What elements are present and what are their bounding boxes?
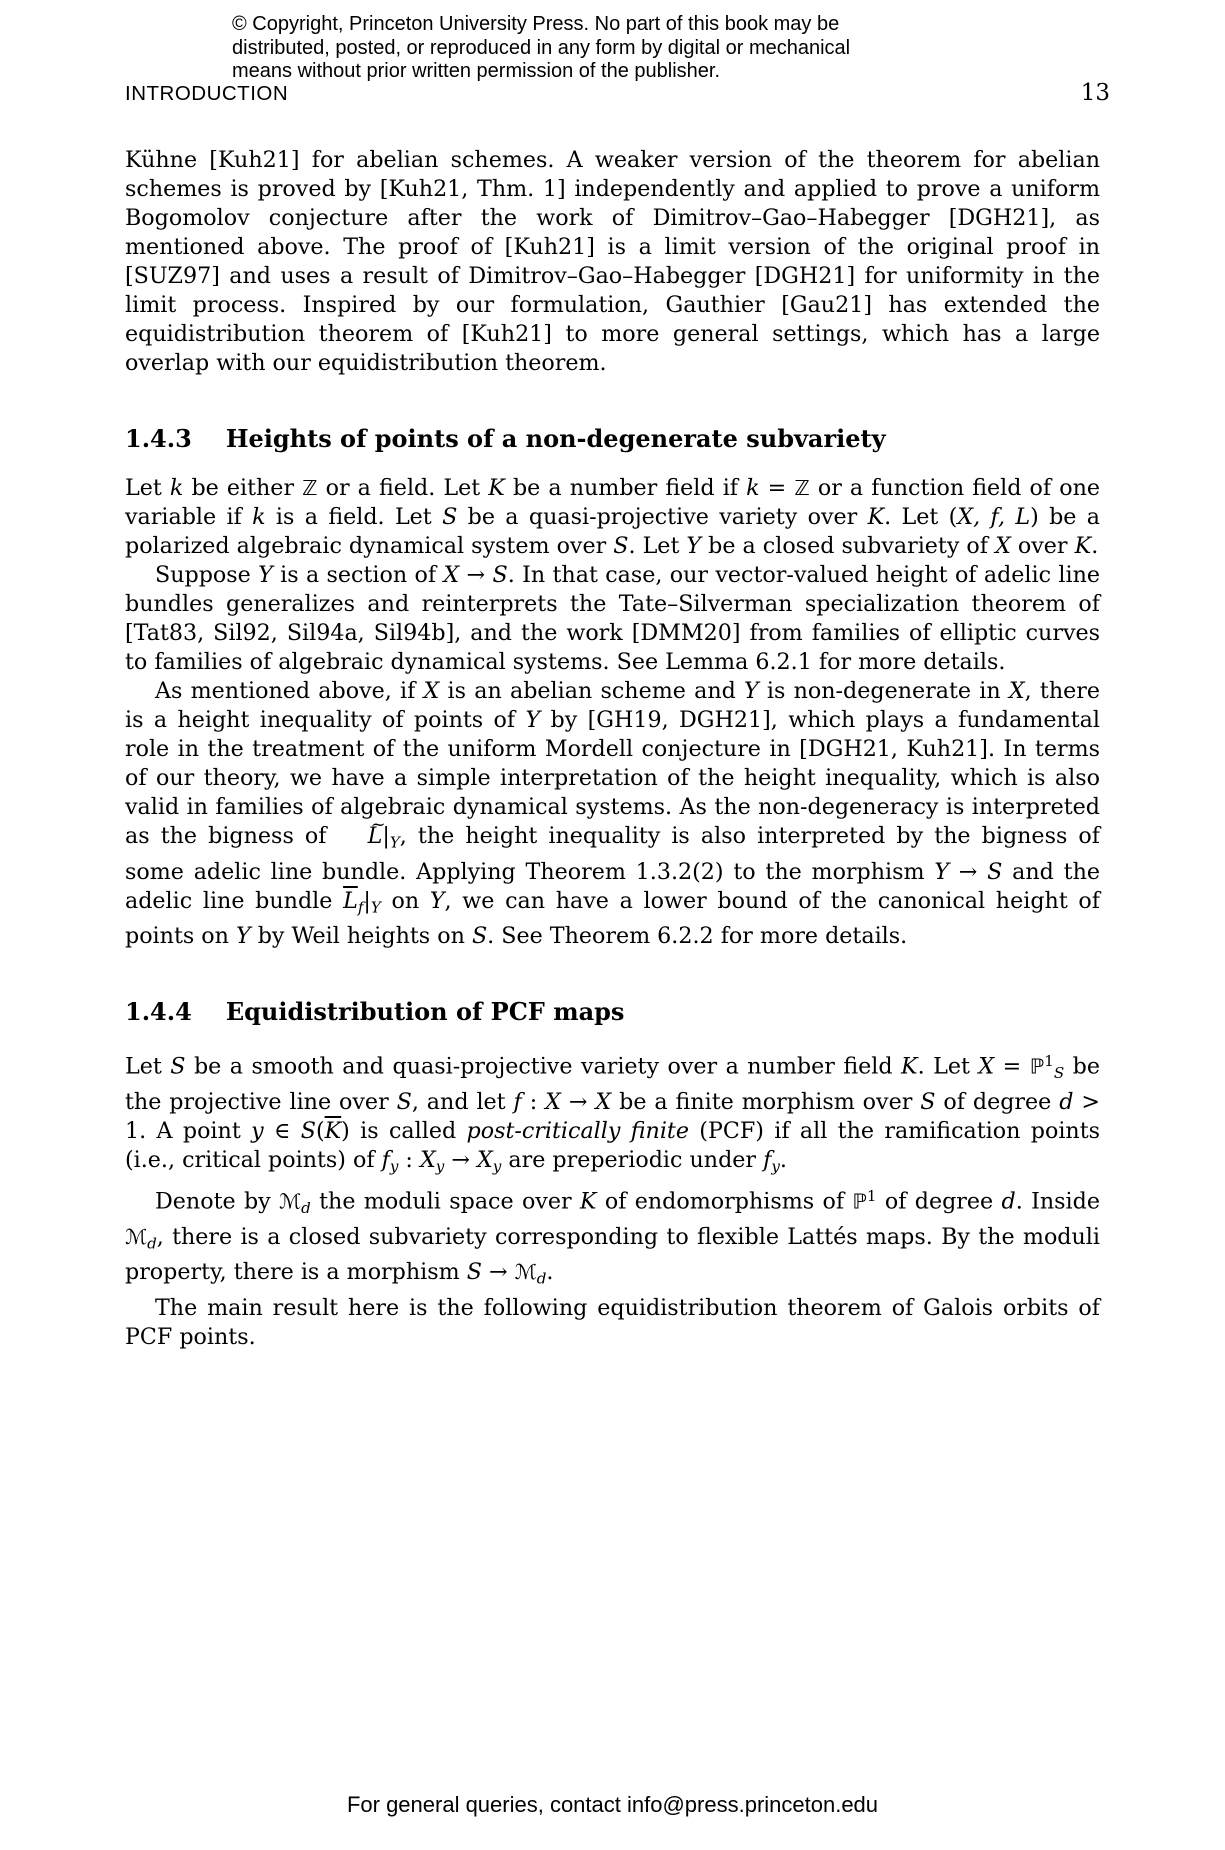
paragraph: The main result here is the following equidistribution theorem of Galois orbits of PCF points. [125, 1294, 1100, 1350]
paragraph: Kühne [Kuh21] for abelian schemes. A weaker version of the theorem for abelian schemes is proved by [Kuh21, Thm. 1] independently and applied to prove a uniform Bogomolov conjecture after the work of Dimitrov–Gao–Habegger [DGH21], as mentioned above. The proof of [Kuh21] is a limit version of the original proof in [SUZ97] and uses a result of Dimitrov–Gao–Habegger [DGH21] for uniformity in the limit process. Inspired by our formulation, Gauthier [Gau21] has extended the equidistribution theorem of [Kuh21] to more general settings, which has a large overlap with our equidistribution theorem. [125, 147, 1100, 376]
page-number: 13 [1080, 80, 1110, 106]
section-title: Heights of points of a non-degenerate subvariety [225, 424, 886, 453]
section-number: 1.4.3 [125, 424, 192, 453]
copyright-line: means without prior written permission of the publisher. [232, 60, 721, 82]
paragraph: Suppose Y is a section of X → S. In that case, our vector-valued height of adelic line bundles generalizes and reinterprets the Tate–Silverman specialization theorem of [Tat83, Sil92, Sil94a, Sil94b], and the work [DMM20] from families of elliptic curves to families of algebraic dynamical systems. See Lemma 6.2.1 for more details. [125, 562, 1100, 675]
copyright-line: © Copyright, Princeton University Press. No part of this book may be [232, 13, 840, 35]
page-body [125, 146, 1100, 1352]
copyright-line: distributed, posted, or reproduced in any form by digital or mechanical [232, 36, 851, 59]
paragraph: As mentioned above, if X is an abelian scheme and Y is non-degenerate in X, there is a height inequality of points of Y by [GH19, DGH21], which plays a fundamental role in the treatment of the uniform Mordell conjecture in [DGH21, Kuh21]. In terms of our theory, we have a simple interpretation of the height inequality, which is also valid in families of algebraic dynamical systems. As the non-degeneracy is interpreted as the bigness of L $\sim|_Y$, the height inequality is also interpreted by the bigness of some adelic line bundle. Applying Theorem 1.3.2(2) to the morphism Y → S and the adelic line bundle $\overline{L}_f|_Y$ on Y, we can have a lower bound of the canonical height of points on Y by Weil heights on S. See Theorem 6.2.2 for more details. [125, 677, 1100, 951]
section-heading-1-4-3 [125, 424, 1100, 454]
footer-query-line [0, 1792, 1225, 1818]
running-head [125, 80, 1110, 106]
section-heading-1-4-4 [125, 997, 1100, 1027]
paragraph: Let k be either ℤ or a field. Let K be a number field if k = ℤ or a function field of one variable if k is a field. Let S be a quasi-projective variety over K. Let (X, f, L) be a polarized algebraic dynamical system over S. Let Y be a closed subvariety of X over K. [125, 475, 1100, 559]
footer-text: For general queries, contact info@press.princeton.edu [346, 1792, 879, 1817]
section-number: 1.4.4 [125, 997, 192, 1027]
paragraph: Let S be a smooth and quasi-projective variety over a number field K. Let X = ℙ$^1_S$ be the projective line over S, and let f : X → X be a finite morphism over S of degree d > 1. A point y ∈ $S(\overline{K})$ is called post-critically finite (PCF) if all the ramification points (i.e., critical points) of $f_y$ : $X_y \to X_y$ are preperiodic under $f_y$. [125, 1052, 1101, 1176]
paragraph: Denote by ℳ$_d$ the moduli space over K of endomorphisms of ℙ$^1$ of degree d. Inside ℳ$_d$, there is a closed subvariety corresponding to flexible Lattés maps. By the moduli property, there is a morphism S → ℳ$_d$. [125, 1186, 1100, 1288]
section-title: Equidistribution of PCF maps [225, 997, 625, 1027]
running-head-title: INTRODUCTION [125, 82, 289, 105]
copyright-notice [232, 13, 850, 84]
